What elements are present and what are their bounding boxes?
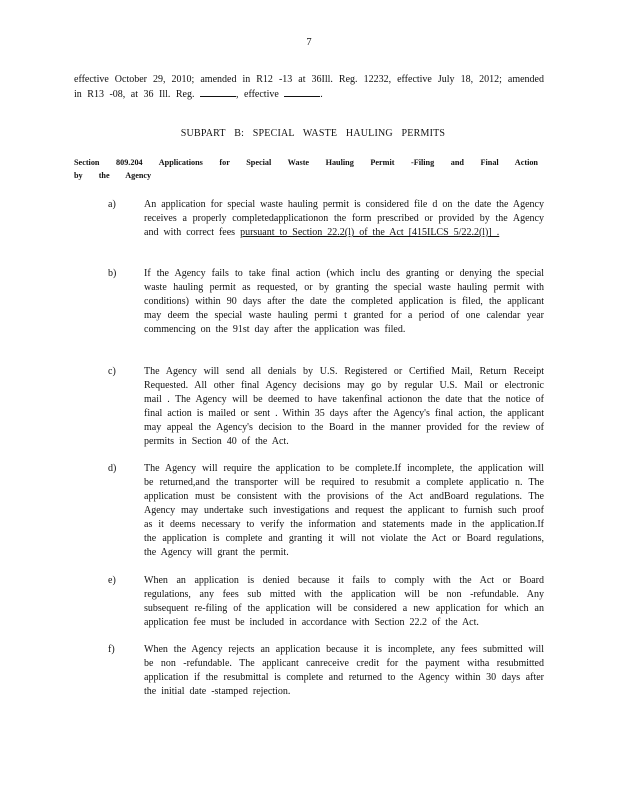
item-label: f) xyxy=(108,644,115,655)
item-text: The Agency will send all denials by U.S. Registered or Certified Mail, Return Receipt Requested. All other final Agency decisions may go by regular U.S. Mail or electronic mail . The Agency will be deemed to have takenfinal actionon the date that the notice of final action is mailed or sent . Within 35 days after the Agency's final action, the applicant may appeal the Agency's decision to the Board in the manner provided for the review of permits in Section 40 of the Act. xyxy=(144,366,544,447)
item-label: c) xyxy=(108,366,116,377)
item-label: b) xyxy=(108,268,117,279)
item-label: a) xyxy=(108,199,116,210)
history-blank-1 xyxy=(200,87,236,97)
section-heading: Section 809.204 Applications for Special Waste Hauling Permit -Filing and Final Action by the Agency xyxy=(74,158,538,180)
item-text: When the Agency rejects an application because it is incomplete, any fees submitted will be non -refundable. The applicant canreceive credit for the payment witha resubmitted application if the resubmittal is complete and returned to the Agency within 30 days after the initial date -stamped rejection. xyxy=(144,644,544,697)
subpart-title: SUBPART B: SPECIAL WASTE HAULING PERMITS xyxy=(180,128,446,139)
page-number: 7 xyxy=(306,37,312,48)
history-blank-2 xyxy=(284,87,320,97)
history-end: . xyxy=(320,89,323,100)
history-effective-label: effective xyxy=(244,89,279,100)
item-text-underlined: pursuant to Section 22.2(l) of the Act [415ILCS 5/22.2(l)] . xyxy=(240,227,500,238)
item-text: When an application is denied because it fails to comply with the Act or Board regulations, any fees sub mitted with the application will be non -refundable. Any subsequent re-filing of the application will be considered a new application for which an application fee must be included in accordance with Section 22.2 of the Act. xyxy=(144,575,544,628)
item-text: The Agency will require the application to be complete.If incomplete, the application will be returned,and the transporter will be required to resubmit a complete applicatio n. The application must be consistent with the provisions of the Act andBoard regulations. The Agency may undertake such investigations and request the applicant to furnish such proof as it deems necessary to verify the information and statements made in the application.If the application is complete and granting it will not violate the Act or Board regulations, the Agency will grant the permit. xyxy=(144,463,544,558)
item-label: d) xyxy=(108,463,117,474)
item-text-plain: An application for special waste hauling permit is considered file d on the date the Agency receives a properly completedapplicationon the form prescribed or provided by the Agency and with correct fees xyxy=(144,199,544,238)
history-note xyxy=(74,72,544,102)
history-blank-separator: , xyxy=(236,89,239,100)
history-text: effective October 29, 2010; amended in R12 -13 at 36Ill. Reg. 12232, effective July 18, 2012; amended in R13 -08, at 36 Ill. Reg. xyxy=(74,74,544,100)
item-text xyxy=(144,198,544,240)
item-text: If the Agency fails to take final action (which inclu des granting or denying the special waste hauling permit as requested, or by granting the special waste hauling permit with conditions) within 90 days after the date the completed application is filed, the applicant may deem the special waste hauling permi t granted for a period of one calendar year commencing on the 91st day after the application was filed. xyxy=(144,268,544,335)
item-label: e) xyxy=(108,575,116,586)
